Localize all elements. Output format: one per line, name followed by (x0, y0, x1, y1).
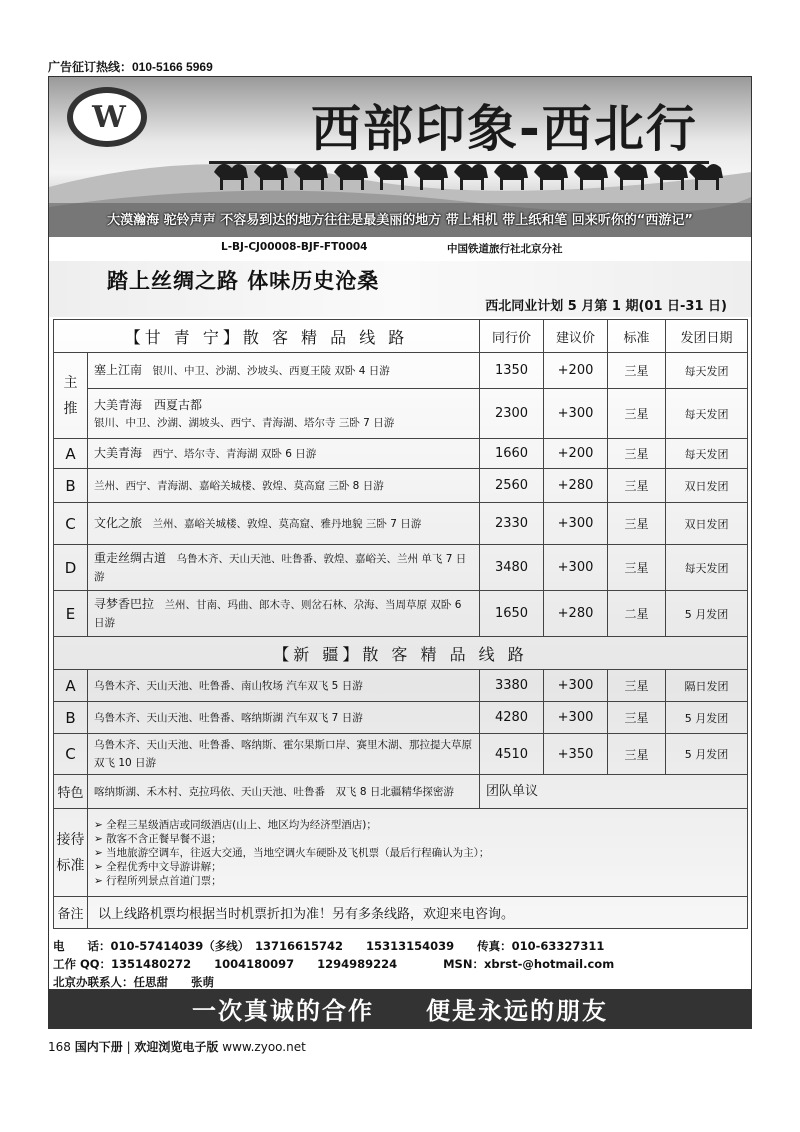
footer-slogan-banner (49, 989, 751, 1028)
standard-cell: 三星 (608, 469, 666, 503)
date-cell: 每天发团 (666, 439, 748, 469)
main-recommend-label: 主 推 (54, 353, 88, 439)
table-row (54, 702, 748, 734)
contact-person-line: 北京办联系人：任思甜 张萌 (53, 975, 214, 989)
desert-banner (49, 77, 751, 237)
standard-cell: 三星 (608, 702, 666, 734)
table-row (54, 353, 748, 389)
col-header-standard: 标准 (608, 320, 666, 353)
section1-title: 【甘 青 宁】散 客 精 品 线 路 (54, 320, 480, 353)
ad-frame (48, 76, 752, 1029)
route-cell: 大美青海 西夏古都 银川、中卫、沙湖、湖坡头、西宁、青海湖、塔尔寺 三卧 7 日游 (88, 389, 480, 439)
date-cell: 双日发团 (666, 469, 748, 503)
suggest-cell: +200 (544, 439, 608, 469)
brand-logo (67, 87, 147, 147)
contact-block (53, 937, 747, 991)
price-cell: 4510 (480, 734, 544, 775)
section2-header-row (54, 637, 748, 670)
price-cell: 2300 (480, 389, 544, 439)
price-cell: 4280 (480, 702, 544, 734)
route-cell: 乌鲁木齐、天山天池、吐鲁番、南山牧场 汽车双飞 5 日游 (88, 670, 480, 702)
standard-cell: 三星 (608, 439, 666, 469)
price-cell: 2560 (480, 469, 544, 503)
standard-cell: 二星 (608, 591, 666, 637)
standard-cell: 三星 (608, 389, 666, 439)
section-name: 国内下册 (74, 1040, 123, 1054)
service-item: ➢ 散客不含正餐早餐不退； (94, 832, 741, 846)
service-row (54, 809, 748, 897)
category-label: A (54, 439, 88, 469)
page-number: 168 (48, 1040, 71, 1054)
table-row (54, 389, 748, 439)
suggest-cell: +300 (544, 389, 608, 439)
col-header-suggest: 建议价 (544, 320, 608, 353)
col-header-date: 发团日期 (666, 320, 748, 353)
page-footer: 168 国内下册 | 欢迎浏览电子版 www.zyoo.net (48, 1040, 306, 1054)
table-row (54, 734, 748, 775)
suggest-cell: +300 (544, 545, 608, 591)
contact-qq-line: 工作 QQ：1351480272 1004180097 1294989224 MSN：xbrst-@hotmail.com (53, 957, 615, 971)
standard-cell: 三星 (608, 670, 666, 702)
price-cell: 1350 (480, 353, 544, 389)
route-cell: 兰州、西宁、青海湖、嘉峪关城楼、敦煌、莫高窟 三卧 8 日游 (88, 469, 480, 503)
suggest-cell: +200 (544, 353, 608, 389)
service-item: ➢ 全程三星级酒店或同级酒店(山上、地区均为经济型酒店)； (94, 818, 741, 832)
remark-text: 以上线路机票均根据当时机票折扣为准！另有多条线路，欢迎来电咨询。 (88, 897, 748, 929)
suggest-cell: +300 (544, 503, 608, 545)
service-item: ➢ 行程所列景点首道门票； (94, 874, 741, 888)
route-cell: 乌鲁木齐、天山天池、吐鲁番、喀纳斯、霍尔果斯口岸、赛里木湖、那拉提大草原 双飞 10 日游 (88, 734, 480, 775)
category-label: C (54, 503, 88, 545)
headline: 踏上丝绸之路 体味历史沧桑 (107, 269, 380, 293)
route-cell: 塞上江南 银川、中卫、沙湖、沙坡头、西夏王陵 双卧 4 日游 (88, 353, 480, 389)
section2-title: 【新 疆】散 客 精 品 线 路 (54, 637, 748, 670)
route-cell: 文化之旅 兰州、嘉峪关城楼、敦煌、莫高窟、雅丹地貌 三卧 7 日游 (88, 503, 480, 545)
standard-cell: 三星 (608, 503, 666, 545)
service-item: ➢ 全程优秀中文导游讲解； (94, 860, 741, 874)
category-label: A (54, 670, 88, 702)
col-header-price: 同行价 (480, 320, 544, 353)
category-label: D (54, 545, 88, 591)
banner-slogan: 大漠瀚海 驼铃声声 不容易到达的地方往往是最美丽的地方 带上相机 带上纸和笔 回来听你的“西游记” (107, 213, 693, 228)
plan-period: 西北同业计划 5 月第 1 期(01 日-31 日) (485, 299, 727, 314)
service-label: 接待 标准 (54, 809, 88, 897)
date-cell: 双日发团 (666, 503, 748, 545)
route-cell: 大美青海 西宁、塔尔寺、青海湖 双卧 6 日游 (88, 439, 480, 469)
standard-cell: 三星 (608, 545, 666, 591)
service-item: ➢ 当地旅游空调车，往返大交通，当地空调火车硬卧及飞机票（最后行程确认为主）； (94, 846, 741, 860)
price-cell: 3380 (480, 670, 544, 702)
banner-title: 西部印象-西北行 (311, 100, 698, 158)
logo-mark-icon: W (92, 99, 122, 135)
remark-row (54, 897, 748, 929)
suggest-cell: +280 (544, 591, 608, 637)
table-row (54, 591, 748, 637)
license-row (49, 241, 751, 257)
contact-phone-line: 电 话：010-57414039（多线） 13716615742 15313154039 传真：010-63327311 (53, 939, 605, 953)
price-cell: 1650 (480, 591, 544, 637)
agency-name: 中国铁道旅行社北京分社 (447, 243, 563, 255)
special-row (54, 775, 748, 809)
price-cell: 1660 (480, 439, 544, 469)
table-row (54, 545, 748, 591)
site-url: www.zyoo.net (222, 1040, 306, 1054)
category-label: C (54, 734, 88, 775)
price-cell: 2330 (480, 503, 544, 545)
headline-area (49, 261, 751, 317)
table-row (54, 503, 748, 545)
date-cell: 5 月发团 (666, 702, 748, 734)
route-cell: 寻梦香巴拉 兰州、甘南、玛曲、郎木寺、则岔石林、尕海、当周草原 双卧 6 日游 (88, 591, 480, 637)
service-list (88, 809, 748, 897)
standard-cell: 三星 (608, 353, 666, 389)
suggest-cell: +350 (544, 734, 608, 775)
suggest-cell: +300 (544, 702, 608, 734)
date-cell: 每天发团 (666, 389, 748, 439)
section1-header-row (54, 320, 748, 353)
table-row (54, 469, 748, 503)
footer-slogan: 一次真诚的合作 便是永远的朋友 (192, 997, 608, 1025)
category-label: E (54, 591, 88, 637)
license-code: L-BJ-CJ00008-BJF-FT0004 (221, 241, 368, 253)
table-row (54, 439, 748, 469)
remark-label: 备注 (54, 897, 88, 929)
standard-cell: 三星 (608, 734, 666, 775)
special-note: 团队单议 (480, 775, 748, 809)
special-route-cell: 喀纳斯湖、禾木村、克拉玛依、天山天池、吐鲁番 双飞 8 日北疆精华探密游 (88, 775, 480, 809)
route-table (53, 319, 748, 929)
date-cell: 每天发团 (666, 353, 748, 389)
suggest-cell: +300 (544, 670, 608, 702)
suggest-cell: +280 (544, 469, 608, 503)
invite-text: 欢迎浏览电子版 (134, 1040, 219, 1054)
date-cell: 每天发团 (666, 545, 748, 591)
category-label: B (54, 702, 88, 734)
date-cell: 5 月发团 (666, 734, 748, 775)
price-cell: 3480 (480, 545, 544, 591)
category-label: B (54, 469, 88, 503)
route-cell: 乌鲁木齐、天山天池、吐鲁番、喀纳斯湖 汽车双飞 7 日游 (88, 702, 480, 734)
route-table-wrap (53, 319, 747, 929)
route-cell: 重走丝绸古道 乌鲁木齐、天山天池、吐鲁番、敦煌、嘉峪关、兰州 单飞 7 日游 (88, 545, 480, 591)
ad-hotline: 广告征订热线：010-5166 5969 (48, 60, 213, 74)
table-row (54, 670, 748, 702)
date-cell: 5 月发团 (666, 591, 748, 637)
date-cell: 隔日发团 (666, 670, 748, 702)
special-label: 特色 (54, 775, 88, 809)
